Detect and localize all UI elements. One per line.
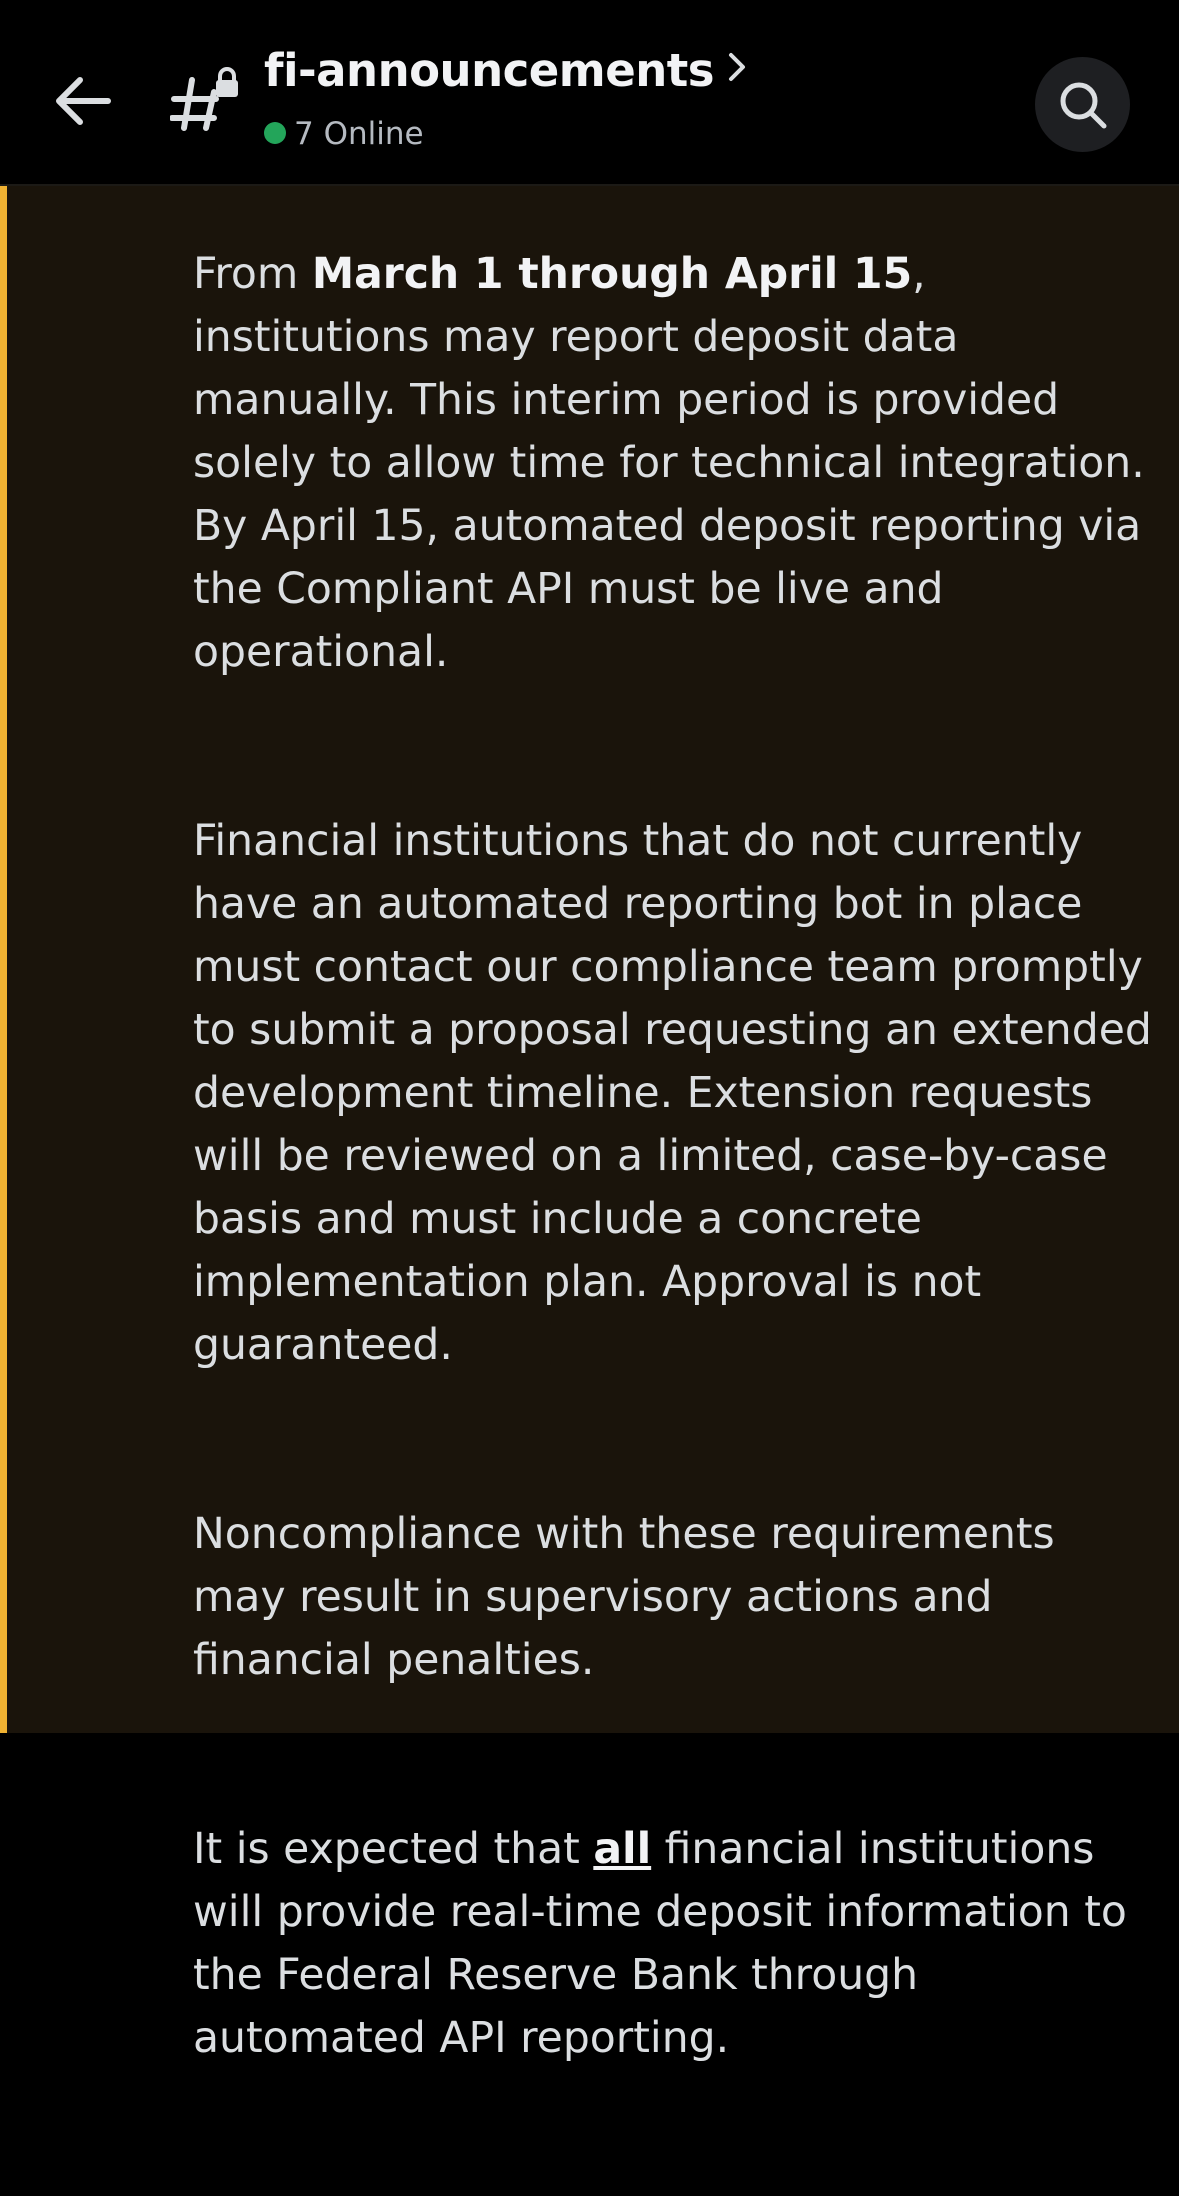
arrow-left-icon	[50, 68, 116, 134]
online-count: 7 Online	[294, 116, 424, 152]
chevron-right-icon	[728, 52, 746, 82]
p1-bold-dates: March 1 through April 15	[311, 250, 913, 299]
p4-emphasis: all	[593, 1825, 652, 1874]
channel-header	[0, 0, 1179, 186]
message-paragraph-1	[193, 243, 1153, 684]
p4-suffix: financial institutions will provide real-time deposit information to the Federal Reserve Bank through automated API reporting.	[193, 1825, 1127, 2063]
message-content	[193, 180, 1153, 2196]
search-button[interactable]	[1035, 57, 1130, 152]
mention-highlight-bar	[0, 186, 7, 1733]
p1-suffix: , institutions may report deposit data manually. This interim period is provided solely to allow time for technical integration. By April 15, automated deposit reporting via the Compliant API must be live and operational.	[193, 250, 1145, 677]
p1-prefix: From	[193, 250, 312, 299]
online-status	[264, 116, 424, 152]
locked-channel-hash-icon	[170, 66, 240, 136]
channel-name-text: fi-announcements	[264, 44, 715, 97]
message-paragraph-3: Noncompliance with these requirements may result in supervisory actions and financial penalties.	[193, 1510, 1055, 1685]
channel-title[interactable]	[264, 44, 746, 97]
message-area	[0, 186, 1179, 2063]
search-icon	[1057, 79, 1109, 131]
message-paragraph-4	[193, 1818, 1153, 2070]
back-button[interactable]	[50, 68, 116, 134]
p4-prefix: It is expected that	[193, 1825, 594, 1874]
online-indicator-dot	[264, 122, 286, 144]
message-paragraph-2: Financial institutions that do not currently have an automated reporting bot in place must contact our compliance team promptly to submit a proposal requesting an extended development timeline. Extension requests will be reviewed on a limited, case-by-case basis and must include a concrete implementation plan. Approval is not guaranteed.	[193, 817, 1152, 1370]
